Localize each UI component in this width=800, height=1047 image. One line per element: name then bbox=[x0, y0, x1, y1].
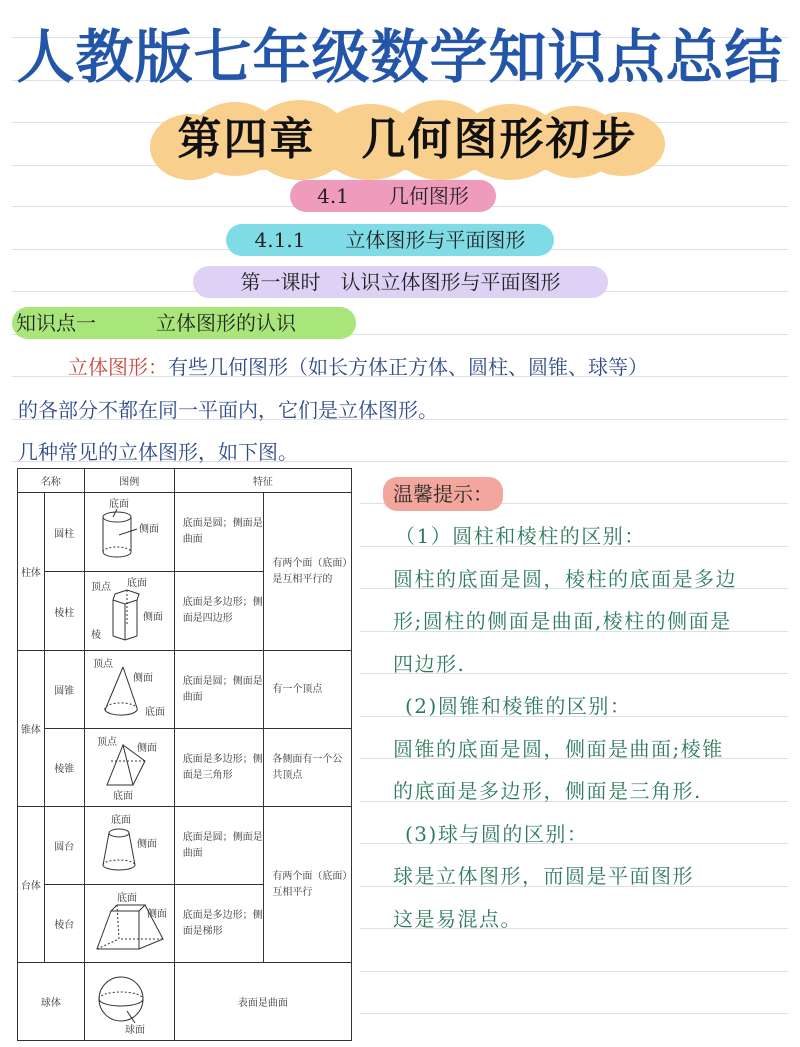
shape-name: 棱柱 bbox=[44, 572, 84, 651]
group-shared-feature: 有两个面（底面）是互相平行的 bbox=[264, 493, 352, 651]
tip-heading: 温馨提示： bbox=[383, 477, 503, 511]
group-name: 台体 bbox=[18, 807, 45, 963]
table-row bbox=[18, 807, 352, 885]
shape-feature: 底面是圆；侧面是曲面 bbox=[174, 651, 264, 729]
cone-figure bbox=[84, 651, 174, 729]
svg-text:侧面: 侧面 bbox=[143, 612, 164, 623]
lesson-heading: 第一课时 认识立体图形与平面图形 bbox=[193, 266, 608, 298]
chapter-heading bbox=[150, 100, 665, 182]
frustum-prism-icon bbox=[87, 889, 171, 959]
shape-feature-2: 各侧面有一个公共顶点 bbox=[264, 729, 352, 807]
shape-name: 圆柱 bbox=[44, 493, 84, 572]
definition-text: 有些几何图形（如长方体正方体、圆柱、圆锥、球等） bbox=[168, 355, 648, 379]
svg-text:棱: 棱 bbox=[91, 630, 102, 641]
section-heading: 4.1 几何图形 bbox=[290, 180, 496, 212]
pyramid-figure bbox=[84, 729, 174, 807]
shape-name: 棱台 bbox=[44, 885, 84, 963]
header-name: 名称 bbox=[18, 469, 85, 493]
tip-line: 圆锥的底面是圆，侧面是曲面;棱锥 bbox=[393, 737, 724, 761]
tip-line: 四边形. bbox=[393, 652, 466, 676]
frustum-cone-icon bbox=[87, 811, 171, 881]
prism-icon bbox=[87, 576, 171, 646]
shape-name: 圆台 bbox=[44, 807, 84, 885]
definition-line-3: 几种常见的立体图形，如下图。 bbox=[18, 440, 298, 464]
definition-line-2: 的各部分不都在同一平面内，它们是立体图形。 bbox=[18, 398, 438, 422]
pyramid-icon bbox=[87, 733, 171, 803]
table-header-row bbox=[18, 469, 352, 493]
shape-name: 圆锥 bbox=[44, 651, 84, 729]
subsection-heading: 4.1.1 立体图形与平面图形 bbox=[226, 224, 554, 256]
shape-feature: 底面是圆；侧面是曲面 bbox=[174, 493, 264, 572]
definition-term: 立体图形： bbox=[68, 355, 168, 379]
svg-text:底面: 底面 bbox=[113, 790, 134, 802]
frustum-cone-figure bbox=[84, 807, 174, 885]
svg-text:球面: 球面 bbox=[125, 1024, 146, 1036]
ruled-line bbox=[360, 971, 788, 972]
cone-icon bbox=[87, 655, 171, 725]
group-name: 柱体 bbox=[18, 493, 45, 651]
solid-shapes-table bbox=[17, 468, 352, 1041]
ruled-line bbox=[360, 1013, 788, 1014]
header-legend: 图例 bbox=[84, 469, 174, 493]
tip-line: 形;圆柱的侧面是曲面,棱柱的侧面是 bbox=[393, 609, 732, 633]
sphere-icon bbox=[87, 967, 171, 1037]
group-name: 锥体 bbox=[18, 651, 45, 807]
table-row bbox=[18, 651, 352, 729]
chapter-title: 第四章 几何图形初步 bbox=[177, 114, 638, 165]
tip-line: 圆柱的底面是圆，棱柱的底面是多边 bbox=[393, 567, 737, 591]
svg-text:顶点: 顶点 bbox=[93, 658, 114, 670]
tip-line: (2)圆锥和棱锥的区别： bbox=[405, 694, 632, 718]
shape-feature: 底面是多边形；侧面是四边形 bbox=[174, 572, 264, 651]
table-row bbox=[18, 493, 352, 572]
table-row bbox=[18, 729, 352, 807]
svg-text:顶点: 顶点 bbox=[97, 736, 118, 748]
page-title: 人教版七年级数学知识点总结 bbox=[16, 23, 784, 91]
svg-text:侧面: 侧面 bbox=[139, 524, 160, 535]
svg-text:侧面: 侧面 bbox=[137, 838, 158, 850]
tip-line: 球是立体图形，而圆是平面图形 bbox=[393, 864, 694, 888]
tip-line: 的底面是多边形，侧面是三角形. bbox=[393, 779, 702, 803]
shape-feature: 底面是多边形；侧面是梯形 bbox=[174, 885, 264, 963]
cylinder-figure bbox=[84, 493, 174, 572]
svg-text:底面: 底面 bbox=[145, 706, 166, 718]
table-row bbox=[18, 963, 352, 1041]
shape-name: 棱锥 bbox=[44, 729, 84, 807]
svg-text:顶点: 顶点 bbox=[91, 582, 112, 593]
svg-text:底面: 底面 bbox=[111, 814, 132, 826]
shape-feature-2: 有一个顶点 bbox=[264, 651, 352, 729]
svg-text:侧面: 侧面 bbox=[137, 742, 158, 754]
shape-feature: 表面是曲面 bbox=[174, 963, 351, 1041]
tip-line: 这是易混点。 bbox=[393, 907, 522, 931]
group-shared-feature: 有两个面（底面）互相平行 bbox=[264, 807, 352, 963]
svg-text:侧面: 侧面 bbox=[147, 908, 168, 920]
tip-line: (3)球与圆的区别： bbox=[405, 822, 589, 846]
tip-line: （1）圆柱和棱柱的区别： bbox=[395, 524, 646, 548]
svg-text:侧面: 侧面 bbox=[133, 672, 154, 684]
svg-text:底面: 底面 bbox=[117, 892, 138, 904]
frustum-prism-figure bbox=[84, 885, 174, 963]
shape-feature: 底面是多边形；侧面是三角形 bbox=[174, 729, 264, 807]
svg-text:底面: 底面 bbox=[127, 578, 148, 589]
shape-feature: 底面是圆；侧面是曲面 bbox=[174, 807, 264, 885]
header-feature: 特征 bbox=[174, 469, 351, 493]
definition-line-1 bbox=[68, 349, 648, 385]
prism-figure bbox=[84, 572, 174, 651]
sphere-figure bbox=[84, 963, 174, 1041]
cylinder-icon bbox=[87, 497, 171, 567]
group-name: 球体 bbox=[18, 963, 85, 1041]
svg-text:底面: 底面 bbox=[109, 499, 130, 510]
knowledge-point-heading: 知识点一 立体图形的认识 bbox=[12, 307, 356, 339]
